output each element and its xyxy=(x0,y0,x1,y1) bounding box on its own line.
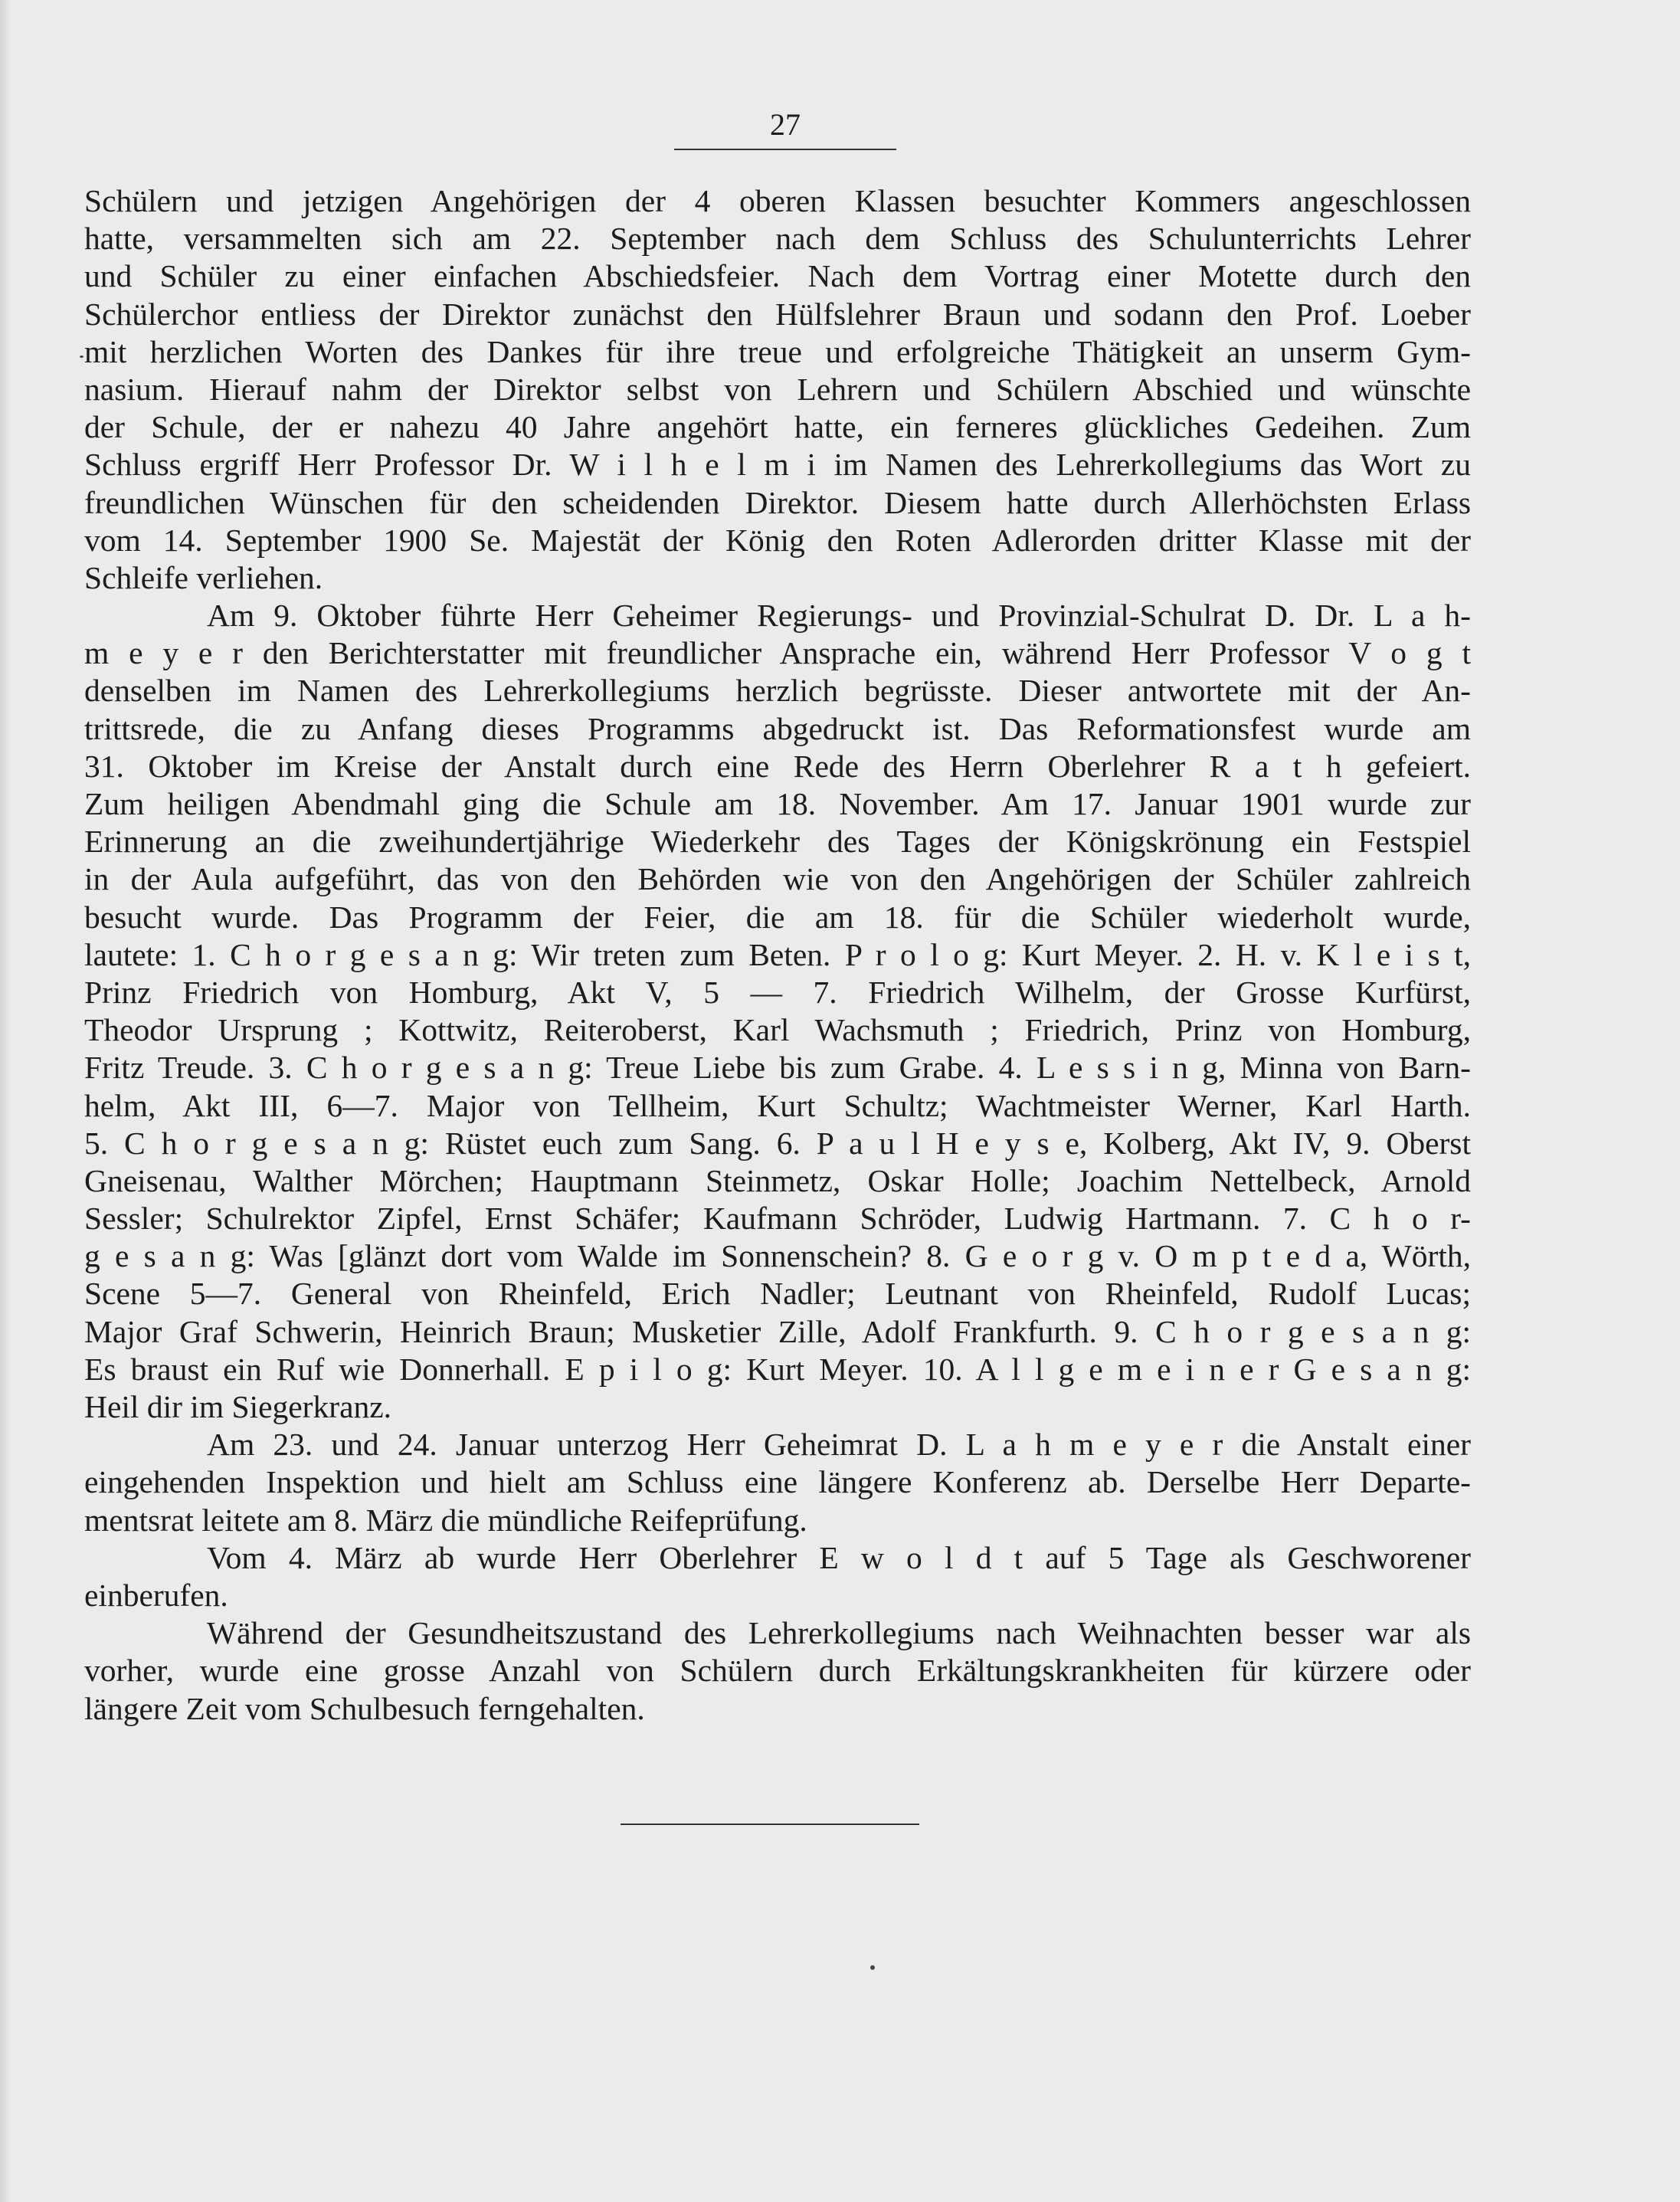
text-line: Schleife verliehen. xyxy=(84,559,323,595)
text-line: Während der Gesundheitszustand des Lehrerkollegiums nach Weihnachten besser war als xyxy=(207,1615,1471,1651)
text-line: 5. C h o r g e s a n g: Rüstet euch zum Sang. 6. P a u l H e y s e, Kolberg, Akt IV, 9. Oberst xyxy=(84,1125,1471,1161)
scan-edge-shadow xyxy=(0,0,11,2202)
text-line: Scene 5—7. General von Rheinfeld, Erich Nadler; Leutnant von Rheinfeld, Rudolf Lucas; xyxy=(84,1276,1471,1312)
text-line: Zum heiligen Abendmahl ging die Schule am 18. November. Am 17. Januar 1901 wurde zur xyxy=(84,786,1471,821)
text-line: längere Zeit vom Schulbesuch ferngehalten. xyxy=(84,1690,645,1726)
text-line: Vom 4. März ab wurde Herr Oberlehrer E w o l d t auf 5 Tage als Geschworener xyxy=(207,1539,1471,1575)
text-line: mit herzlichen Worten des Dankes für ihre treue und erfolgreiche Thätigkeit an unserm Gym- xyxy=(84,333,1471,369)
text-line: vom 14. September 1900 Se. Majestät der König den Roten Adlerorden dritter Klasse mit der xyxy=(84,522,1471,558)
text-line: denselben im Namen des Lehrerkollegiums herzlich begrüsste. Dieser antwortete mit der An- xyxy=(84,673,1471,709)
text-line: Schluss ergriff Herr Professor Dr. W i l h e l m i im Namen des Lehrerkollegiums das Wort zu xyxy=(84,447,1471,483)
text-line: besucht wurde. Das Programm der Feier, die am 18. für die Schüler wiederholt wurde, xyxy=(84,899,1471,935)
text-line: der Schule, der er nahezu 40 Jahre angehört hatte, ein ferneres glückliches Gedeihen. Zum xyxy=(84,409,1471,445)
text-line: 31. Oktober im Kreise der Anstalt durch eine Rede des Herrn Oberlehrer R a t h gefeiert. xyxy=(84,748,1471,784)
text-line: Schülern und jetzigen Angehörigen der 4 oberen Klassen besuchter Kommers angeschlossen xyxy=(84,183,1471,218)
header-rule xyxy=(674,149,896,150)
text-line: trittsrede, die zu Anfang dieses Programms abgedruckt ist. Das Reformationsfest wurde am xyxy=(84,710,1471,746)
text-line: Gneisenau, Walther Mörchen; Hauptmann Steinmetz, Oskar Holle; Joachim Nettelbeck, Arnold xyxy=(84,1162,1471,1198)
ink-speck xyxy=(80,356,84,358)
text-line: helm, Akt III, 6—7. Major von Tellheim, Kurt Schultz; Wachtmeister Werner, Karl Harth. xyxy=(84,1087,1471,1123)
text-line: Heil dir im Siegerkranz. xyxy=(84,1389,392,1424)
text-line: einberufen. xyxy=(84,1577,228,1613)
page-number: 27 xyxy=(770,107,801,142)
text-line: hatte, versammelten sich am 22. September nach dem Schluss des Schulunterrichts Lehrer xyxy=(84,221,1471,257)
text-line: m e y e r den Berichterstatter mit freundlicher Ansprache ein, während Herr Professor V o g t xyxy=(84,635,1471,671)
text-line: Prinz Friedrich von Homburg, Akt V, 5 — 7. Friedrich Wilhelm, der Grosse Kurfürst, xyxy=(84,974,1471,1010)
text-line: vorher, wurde eine grosse Anzahl von Schülern durch Erkältungskrankheiten für kürzere oder xyxy=(84,1653,1471,1689)
text-line: nasium. Hierauf nahm der Direktor selbst von Lehrern und Schülern Abschied und wünschte xyxy=(84,371,1471,407)
text-line: mentsrat leitete am 8. März die mündliche Reifeprüfung. xyxy=(84,1502,807,1538)
text-line: Major Graf Schwerin, Heinrich Braun; Musketier Zille, Adolf Frankfurth. 9. C h o r g e s a n g: xyxy=(84,1313,1471,1349)
text-line: in der Aula aufgeführt, das von den Behörden wie von den Angehörigen der Schüler zahlreich xyxy=(84,861,1471,897)
ink-speck xyxy=(870,1965,875,1970)
text-line: Theodor Ursprung ; Kottwitz, Reiteroberst, Karl Wachsmuth ; Friedrich, Prinz von Homburg, xyxy=(84,1012,1471,1048)
text-line: freundlichen Wünschen für den scheidenden Direktor. Diesem hatte durch Allerhöchsten Erlass xyxy=(84,484,1471,520)
text-line: Am 23. und 24. Januar unterzog Herr Geheimrat D. L a h m e y e r die Anstalt einer xyxy=(207,1427,1471,1463)
text-line: Schülerchor entliess der Direktor zunächst den Hülfslehrer Braun und sodann den Prof. Loeber xyxy=(84,296,1471,332)
text-line: und Schüler zu einer einfachen Abschiedsfeier. Nach dem Vortrag einer Motette durch den xyxy=(84,258,1471,294)
text-line: eingehenden Inspektion und hielt am Schluss eine längere Konferenz ab. Derselbe Herr Departe- xyxy=(84,1464,1471,1500)
text-line: g e s a n g: Was [glänzt dort vom Walde im Sonnenschein? 8. G e o r g v. O m p t e d a, Wörth, xyxy=(84,1238,1471,1274)
text-line: Am 9. Oktober führte Herr Geheimer Regierungs- und Provinzial-Schulrat D. Dr. L a h- xyxy=(207,598,1471,634)
text-line: Es braust ein Ruf wie Donnerhall. E p i l o g: Kurt Meyer. 10. A l l g e m e i n e r G e s a n g: xyxy=(84,1351,1471,1387)
body-text xyxy=(84,182,1471,1728)
footer-rule xyxy=(621,1824,919,1825)
text-line: Fritz Treude. 3. C h o r g e s a n g: Treue Liebe bis zum Grabe. 4. L e s s i n g, Minna von Barn- xyxy=(84,1050,1471,1086)
text-line: lautete: 1. C h o r g e s a n g: Wir treten zum Beten. P r o l o g: Kurt Meyer. 2. H. v. K l e i s t, xyxy=(84,936,1471,972)
text-line: Sessler; Schulrektor Zipfel, Ernst Schäfer; Kaufmann Schröder, Ludwig Hartmann. 7. C h o r- xyxy=(84,1201,1471,1237)
text-line: Erinnerung an die zweihundertjährige Wiederkehr des Tages der Königskrönung ein Festspiel xyxy=(84,824,1471,860)
